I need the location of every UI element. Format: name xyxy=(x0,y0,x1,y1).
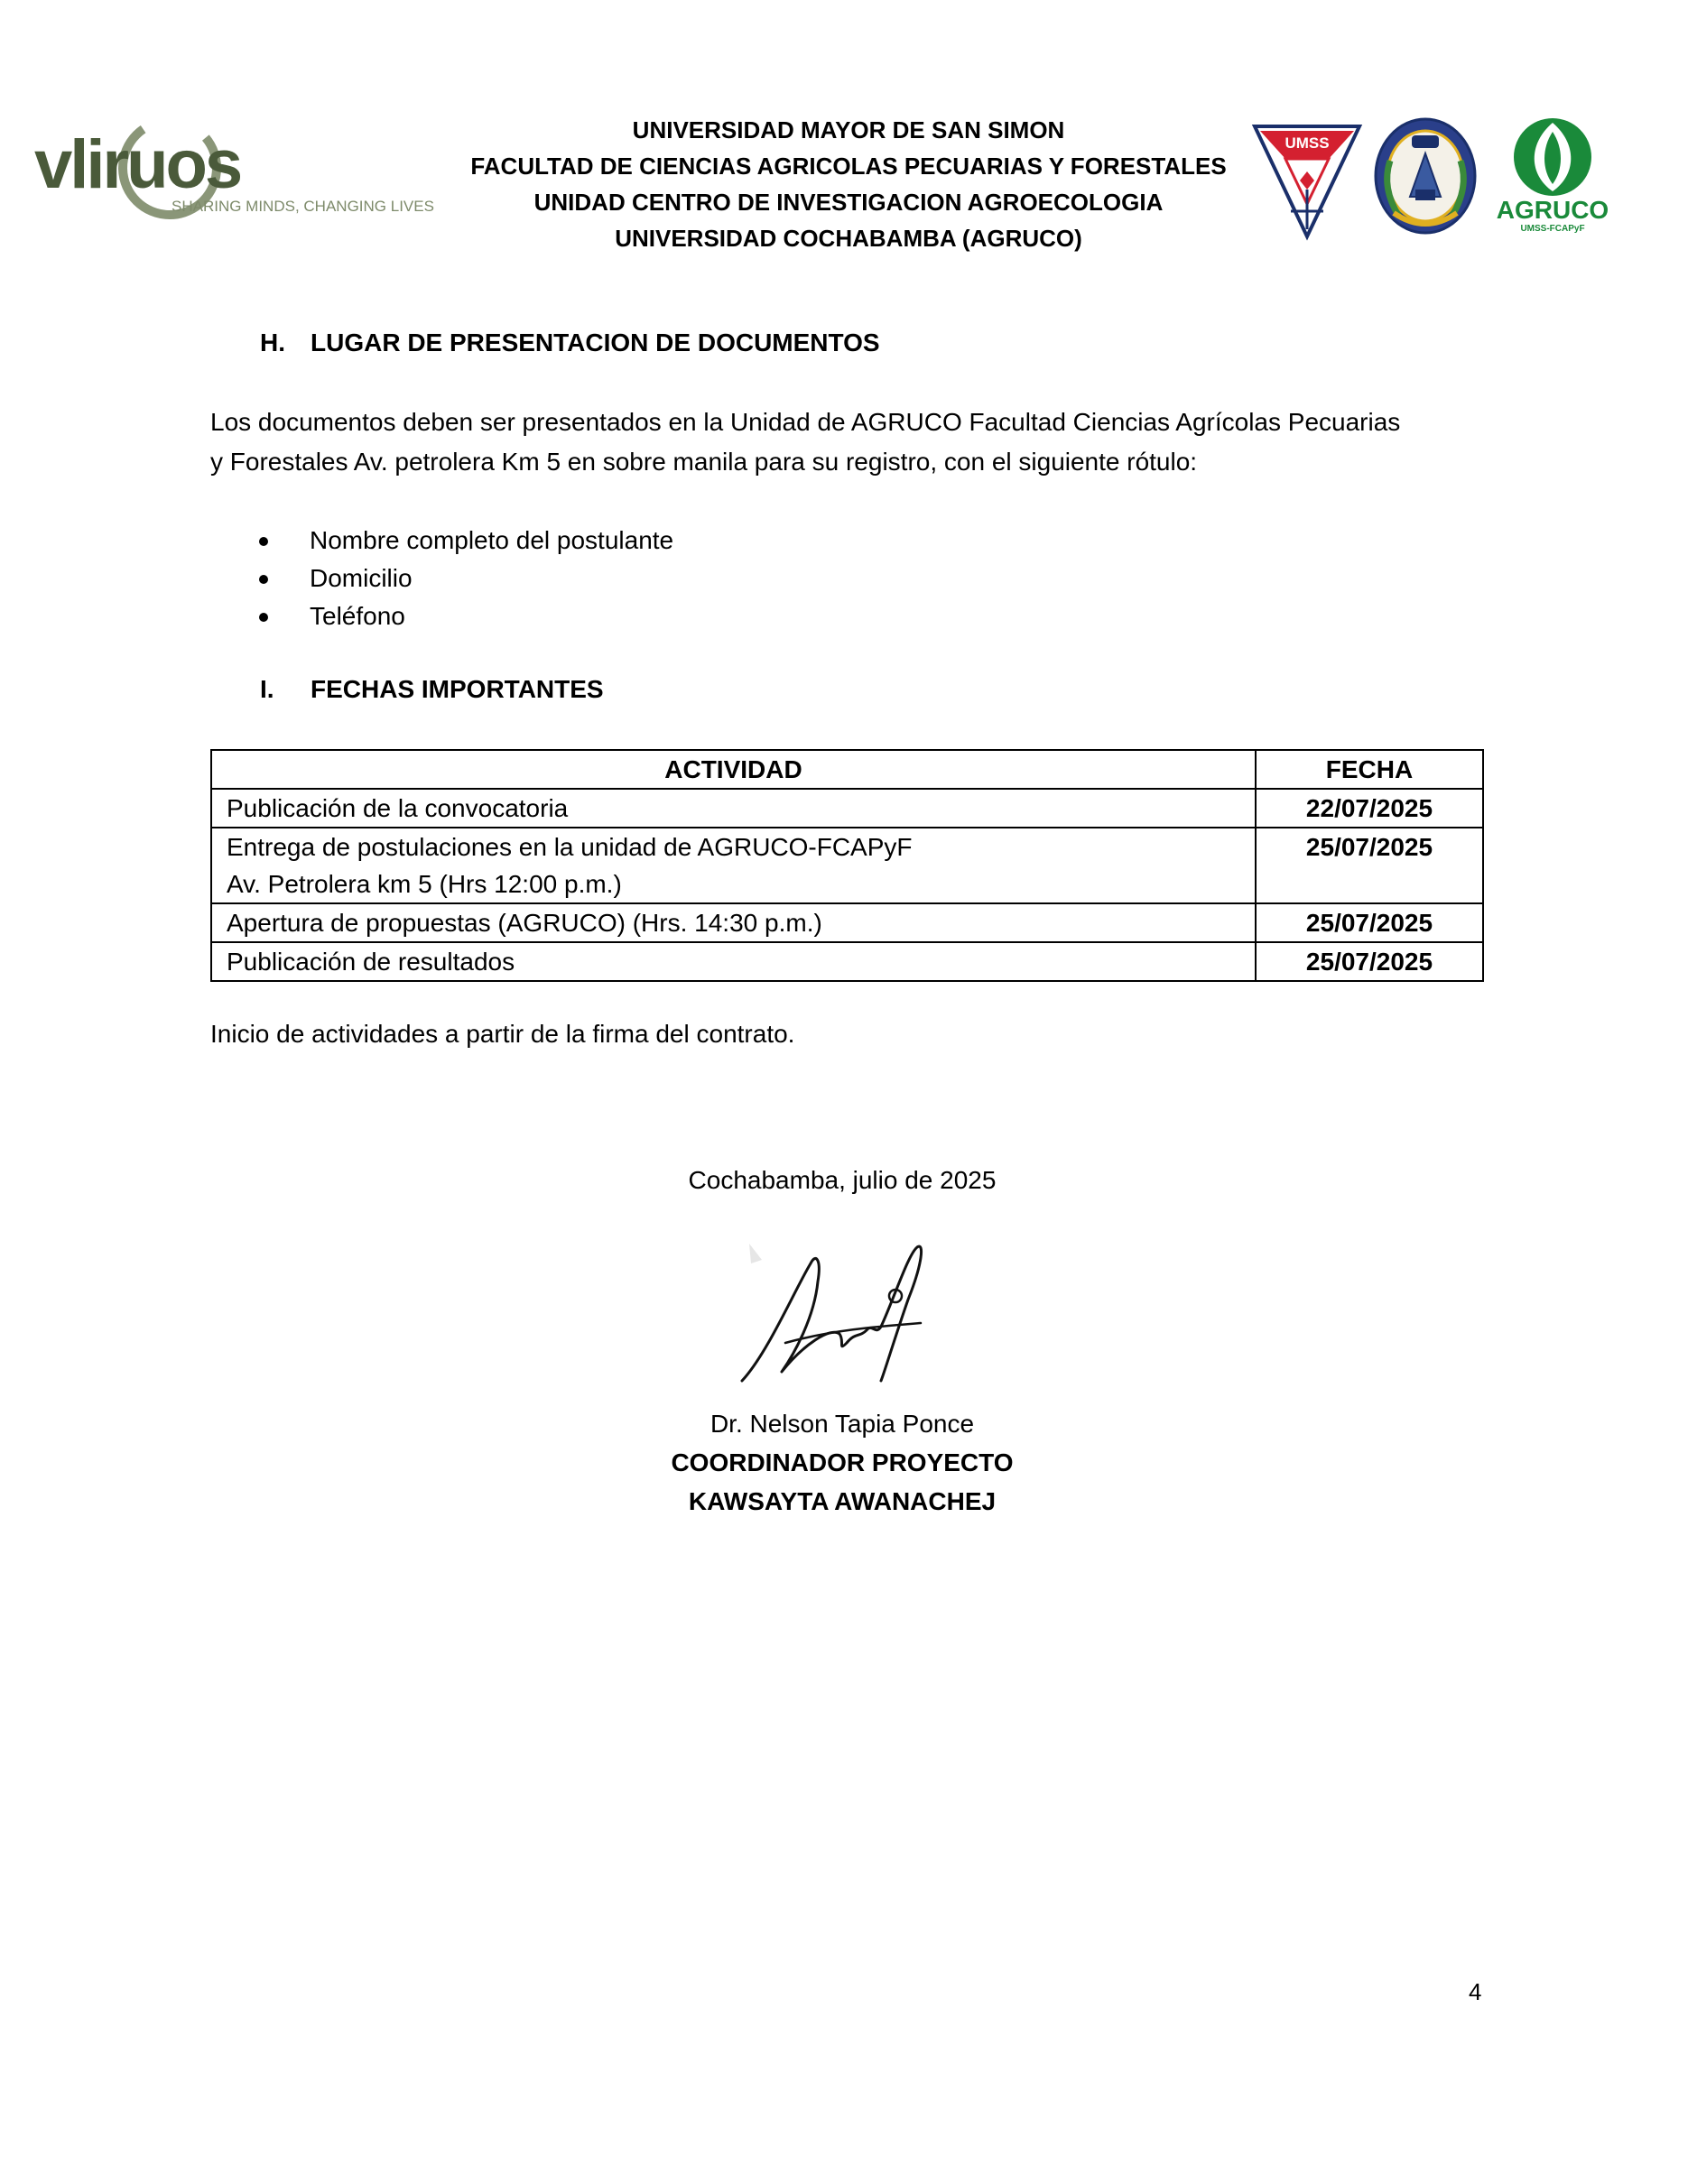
activities-start-note: Inicio de actividades a partir de la firma del contrato. xyxy=(210,1020,795,1048)
list-item: Teléfono xyxy=(210,597,673,635)
table-row xyxy=(211,828,1483,903)
header-line-1: UNIVERSIDAD MAYOR DE SAN SIMON xyxy=(632,116,1065,143)
section-h-title: LUGAR DE PRESENTACION DE DOCUMENTOS xyxy=(311,329,880,356)
column-header-fecha: FECHA xyxy=(1256,750,1483,789)
section-i-number: I. xyxy=(260,675,274,703)
list-item: Nombre completo del postulante xyxy=(210,522,673,560)
faculty-seal-logo xyxy=(1372,116,1479,236)
date-cell: 25/07/2025 xyxy=(1256,903,1483,942)
section-h-paragraph xyxy=(210,403,1492,482)
bullet-icon xyxy=(259,575,268,584)
section-h-paragraph-line-2: y Forestales Av. petrolera Km 5 en sobre manila para su registro, con el siguiente rótulo: xyxy=(210,448,1198,476)
activity-cell: Apertura de propuestas (AGRUCO) (Hrs. 14:30 p.m.) xyxy=(211,903,1256,942)
section-i-title: FECHAS IMPORTANTES xyxy=(311,675,604,703)
table-row xyxy=(211,942,1483,981)
agruco-logo-subtext: UMSS-FCAPyF xyxy=(1520,224,1585,234)
agruco-logo-text: AGRUCO xyxy=(1496,196,1609,224)
section-i-heading xyxy=(260,675,604,704)
signer-title-line-1: COORDINADOR PROYECTO xyxy=(671,1448,1014,1476)
table-row xyxy=(211,903,1483,942)
date-cell: 25/07/2025 xyxy=(1256,828,1483,903)
vliruos-logo xyxy=(34,101,434,227)
header-line-3: UNIDAD CENTRO DE INVESTIGACION AGROECOLOGIA xyxy=(533,189,1164,216)
label-requirements-list xyxy=(210,522,673,635)
activity-cell: Publicación de resultados xyxy=(211,942,1256,981)
vliruos-tagline: SHARING MINDS, CHANGING LIVES xyxy=(172,198,434,215)
signer-title-line-2: KAWSAYTA AWANACHEJ xyxy=(688,1487,997,1515)
vliruos-wordmark: vliruos xyxy=(34,126,241,203)
umss-logo xyxy=(1251,123,1363,240)
place-and-date: Cochabamba, julio de 2025 xyxy=(688,1166,997,1194)
section-h-paragraph-line-1: Los documentos deben ser presentados en la Unidad de AGRUCO Facultad Ciencias Agrícolas Pecuarias xyxy=(210,408,1401,436)
table-header-row xyxy=(211,750,1483,789)
umss-logo-text: UMSS xyxy=(1285,134,1330,152)
institution-header xyxy=(451,112,1246,256)
date-cell: 25/07/2025 xyxy=(1256,942,1483,981)
signer-name: Dr. Nelson Tapia Ponce xyxy=(710,1410,975,1438)
activity-cell: Entrega de postulaciones en la unidad de AGRUCO-FCAPyF Av. Petrolera km 5 (Hrs 12:00 p.m.) xyxy=(211,828,1256,903)
table-row xyxy=(211,789,1483,828)
date-cell: 22/07/2025 xyxy=(1256,789,1483,828)
bullet-icon xyxy=(259,537,268,546)
agruco-logo xyxy=(1489,112,1616,234)
column-header-actividad: ACTIVIDAD xyxy=(211,750,1256,789)
header-line-4: UNIVERSIDAD COCHABAMBA (AGRUCO) xyxy=(615,225,1082,252)
section-h-heading xyxy=(260,329,880,357)
important-dates-table xyxy=(210,749,1484,982)
section-h-number: H. xyxy=(260,329,285,356)
list-item: Domicilio xyxy=(210,560,673,597)
page-number: 4 xyxy=(1469,1978,1482,2005)
header-line-2: FACULTAD DE CIENCIAS AGRICOLAS PECUARIAS Y FORESTALES xyxy=(470,153,1227,180)
activity-cell: Publicación de la convocatoria xyxy=(211,789,1256,828)
handwritten-signature xyxy=(731,1236,966,1390)
bullet-icon xyxy=(259,613,268,622)
